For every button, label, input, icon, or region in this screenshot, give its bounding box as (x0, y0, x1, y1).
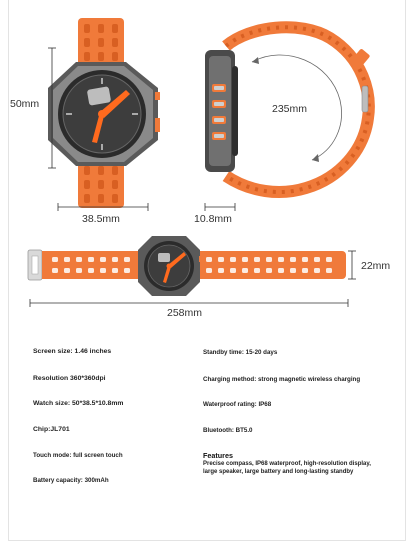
spec-bluetooth: Bluetooth: BT5.0 (203, 427, 253, 434)
flat-watch (28, 236, 346, 296)
spec-chip: Chip:JL701 (33, 426, 70, 433)
features-text: Precise compass, IP68 waterproof, high-resolution display, large speaker, large battery and long-lasting standby (203, 461, 371, 475)
thickness-dimension-line (205, 203, 235, 211)
thickness-label: 10.8mm (194, 213, 232, 225)
spec-touch-mode: Touch mode: full screen touch (33, 452, 123, 459)
spec-watch-size: Watch size: 50*38.5*10.8mm (33, 400, 124, 407)
spec-battery: Battery capacity: 300mAh (33, 477, 109, 484)
width-label: 38.5mm (82, 213, 120, 225)
spec-screen-size: Screen size: 1.46 inches (33, 348, 112, 355)
length-label: 258mm (167, 307, 203, 319)
circumference-label: 235mm (272, 103, 308, 115)
features-title: Features (203, 451, 233, 460)
length-dimension-line (30, 299, 348, 307)
spec-standby: Standby time: 15-20 days (203, 349, 278, 356)
band-width-dimension-line (348, 251, 356, 279)
height-label: 50mm (10, 98, 40, 110)
front-view-watch (48, 18, 160, 208)
spec-resolution: Resolution 360*360dpi (33, 375, 106, 382)
spec-charging: Charging method: strong magnetic wireless charging (203, 376, 361, 383)
band-width-label: 22mm (361, 260, 391, 272)
spec-waterproof: Waterproof rating: IP68 (203, 401, 272, 408)
